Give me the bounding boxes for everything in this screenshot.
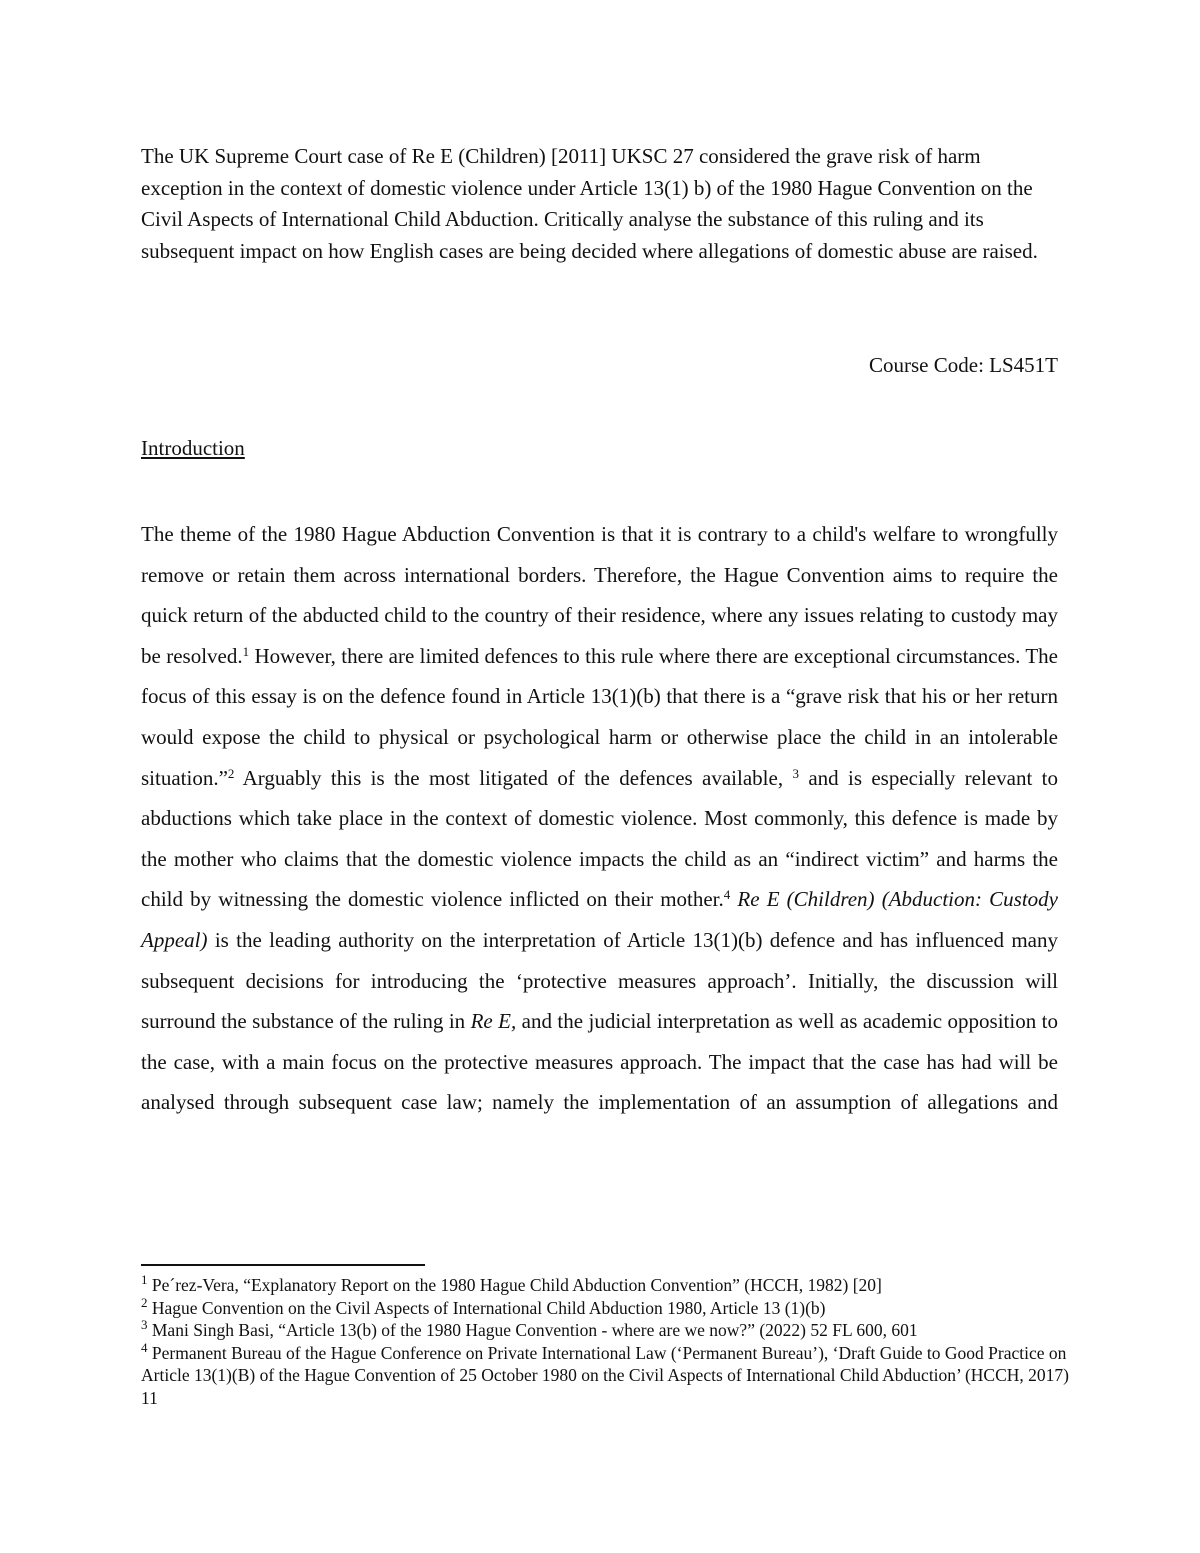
footnotes [141, 1274, 1071, 1409]
body-sentence: Arguably this is the most litigated of the defences available, [234, 765, 793, 790]
footnote-number: 4 [141, 1339, 148, 1355]
body-sentence: and is especially relevant to abductions which take place in the context of domestic violence. Most commonly, this defence is made by the mother who claims that the domestic violence impacts the child as an “indirect victim” and harms the child by witnessing the domestic violence inflicted on their mother. [141, 765, 1059, 912]
introduction-paragraph [141, 514, 1058, 1123]
essay-question: The UK Supreme Court case of Re E (Children) [2011] UKSC 27 considered the grave risk of harm exception in the context of domestic violence under Article 13(1) b) of the 1980 Hague Convention on the Civil Aspects of International Child Abduction. Critically analyse the substance of this ruling and its subsequent impact on how English cases are being decided where allegations of domestic abuse are raised. [141, 144, 1038, 263]
footnote-3 [141, 1319, 1071, 1342]
footnote-reference: 3 [792, 765, 799, 781]
body-sentence: The theme of the 1980 Hague Abduction Convention is that it is contrary to a child's welfare to wrongfully remove or retain them across international borders. Therefore, the Hague Convention aims to require the quick return of the abducted child to the country of their residence, where any issues relating to custody may be resolved. [141, 522, 1058, 668]
footnote-text: Permanent Bureau of the Hague Conference on Private International Law (‘Permanent Bureau’), ‘Draft Guide to Good Practice on Article 13(1)(B) of the Hague Convention of 25 October 1980 on the Civil Aspects of International Child Abduction’ (HCCH, 2017) 11 [141, 1342, 1069, 1408]
footnote-1 [141, 1274, 1071, 1297]
case-name-italic: Re E (Children) (Abduction: Custody Appeal) [141, 887, 1058, 952]
footnote-2 [141, 1294, 1071, 1320]
section-heading-introduction: Introduction [141, 436, 245, 460]
footnote-4 [141, 1339, 1071, 1410]
body-sentence: and the judicial interpretation as well as academic opposition to the case, with a main focus on the protective measures approach. The impact that the case has had will be analysed through subsequent case law; namely the implementation of an assumption of allegations and [141, 1009, 1058, 1115]
footnote-text: Mani Singh Basi, “Article 13(b) of the 1980 Hague Convention - where are we now?” (2022) 52 FL 600, 601 [147, 1320, 918, 1340]
footnote-number: 3 [141, 1317, 148, 1332]
footnote-number: 2 [141, 1294, 148, 1310]
footnote-separator [141, 1264, 425, 1266]
footnote-text: Pe´rez-Vera, “Explanatory Report on the 1980 Hague Child Abduction Convention” (HCCH, 1982) [20] [147, 1275, 882, 1295]
footnote-number: 1 [141, 1272, 148, 1287]
footnote-reference: 2 [227, 765, 235, 781]
course-code: Course Code: LS451T [869, 353, 1058, 377]
body-sentence: is the leading authority on the interpretation of Article 13(1)(b) defence and has influenced many subsequent decisions for introducing the ‘protective measures approach’. Initially, the discussion will surround the substance of the ruling in [141, 927, 1058, 1034]
footnote-reference: 1 [242, 643, 250, 659]
body-sentence: However, there are limited defences to this rule where there are exceptional circumstances. The focus of this essay is on the defence found in Article 13(1)(b) that there is a “grave risk that his or her return would expose the child to physical or psychological harm or otherwise place the child in an intolerable situation.” [141, 643, 1058, 790]
footnote-text: Hague Convention on the Civil Aspects of International Child Abduction 1980, Article 13 (1)(b) [147, 1297, 826, 1318]
case-name-italic: Re E, [470, 1009, 517, 1034]
footnote-reference: 4 [723, 887, 731, 903]
